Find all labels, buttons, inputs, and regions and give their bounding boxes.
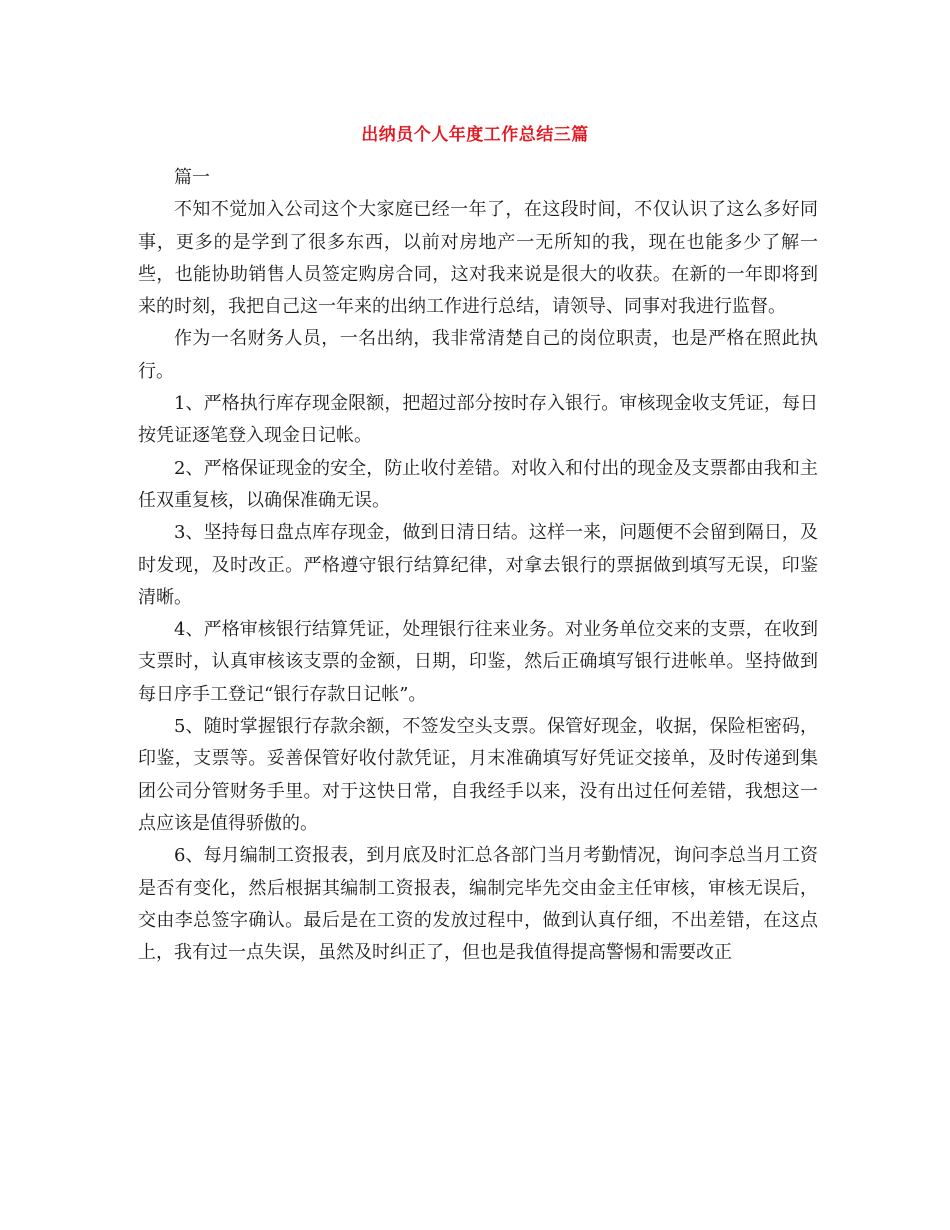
paragraph-item-2: 2、严格保证现金的安全，防止收付差错。对收入和付出的现金及支票都由我和主任双重复核，以确保准确无误。 <box>138 457 818 511</box>
document-title: 出纳员个人年度工作总结三篇 <box>361 125 589 145</box>
paragraph-intro: 不知不觉加入公司这个大家庭已经一年了，在这段时间，不仅认识了这么多好同事，更多的是学到了很多东西，以前对房地产一无所知的我，现在也能多少了解一些，也能协助销售人员签定购房合同，这对我来说是很大的收获。在新的一年即将到来的时刻，我把自己这一年来的出纳工作进行总结，请领导、同事对我进行监督。 <box>138 199 818 318</box>
paragraph-item-6: 6、每月编制工资报表，到月底及时汇总各部门当月考勤情况，询问李总当月工资是否有变化，然后根据其编制工资报表，编制完毕先交由金主任审核，审核无误后，交由李总签字确认。最后是在工资的发放过程中，做到认真仔细，不出差错，在这点上，我有过一点失误，虽然及时纠正了，但也是我值得提高警惕和需要改正 <box>138 845 818 964</box>
paragraph-duties: 作为一名财务人员，一名出纳，我非常清楚自己的岗位职责，也是严格在照此执行。 <box>138 328 818 382</box>
paragraph-item-5: 5、随时掌握银行存款余额，不签发空头支票。保管好现金，收据，保险柜密码，印鉴，支票等。妥善保管好收付款凭证，月末准确填写好凭证交接单，及时传递到集团公司分管财务手里。对于这快日常，自我经手以来，没有出过任何差错，我想这一点应该是值得骄傲的。 <box>138 716 818 834</box>
section-heading: 篇一 <box>174 167 210 188</box>
paragraph-item-4: 4、严格审核银行结算凭证，处理银行往来业务。对业务单位交来的支票，在收到支票时，认真审核该支票的金额，日期，印鉴，然后正确填写银行进帐单。坚持做到每日序手工登记“银行存款日记帐”。 <box>138 619 818 705</box>
paragraph-item-3: 3、坚持每日盘点库存现金，做到日清日结。这样一来，问题便不会留到隔日，及时发现，及时改正。严格遵守银行结算纪律，对拿去银行的票据做到填写无误，印鉴清晰。 <box>138 522 818 608</box>
document-body <box>138 162 818 969</box>
paragraph-item-1: 1、严格执行库存现金限额，把超过部分按时存入银行。审核现金收支凭证，每日按凭证逐笔登入现金日记帐。 <box>138 393 818 447</box>
